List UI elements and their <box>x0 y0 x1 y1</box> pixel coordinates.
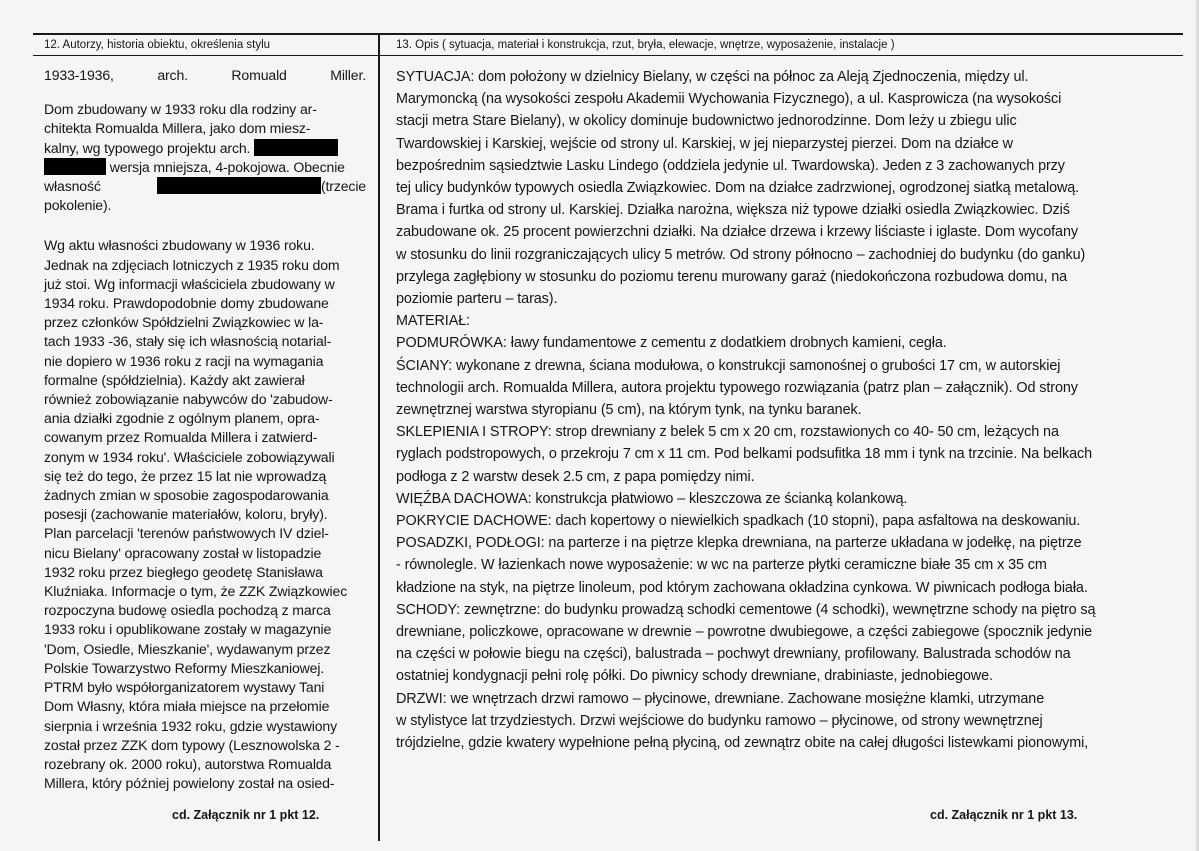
paragraph-2-line: Dom Własny, która miała miejsce na przełomie <box>44 698 330 715</box>
continuation-note-13: cd. Załącznik nr 1 pkt 13. <box>930 808 1078 822</box>
paragraph-2-line: rozebrany ok. 2000 roku), autorstwa Romualda <box>44 755 332 772</box>
description-line: ostatniej kondygnacji pełni rolę półki. Do piwnicy schody drewniane, drabiniaste, jednobiegowe. <box>396 668 993 685</box>
description-line: tej ulicy budynków typowych osiedla Związkowiec. Dom na działce zadrzwionej, ogrodzonej siatką metalową. <box>396 180 1080 197</box>
description-line: podłoga z 2 warstw desek 2.5 cm, z papa pomiędzy nimi. <box>396 468 755 485</box>
paragraph-2-line: cowanym przez Romualda Millera i zatwierd- <box>44 429 318 446</box>
paragraph-2-line: ania działki zgodnie z ogólnym planem, opra- <box>44 410 320 427</box>
paragraph-2-line: zonym w 1934 roku'. Właściciele zobowiązywali <box>44 448 335 465</box>
description-line: drewniane, policzkowe, opracowane w drewnie – powrotne dwubiegowe, a części zabiegowe (spocznik jedynie <box>396 624 1093 641</box>
description-line: POKRYCIE DACHOWE: dach kopertowy o niewielkich spadkach (10 stopni), papa asfaltowa na deskowaniu. <box>396 513 1081 530</box>
description-line: Brama i furtka od strony ul. Karskiej. Działka narożna, większa niż typowe działki osiedla Związkowiec. Dziś <box>396 202 1070 219</box>
description-line: MATERIAŁ: <box>396 313 470 330</box>
dates: 1933-1936, <box>44 67 114 83</box>
column-divider-line <box>378 33 380 841</box>
paragraph-2-line: posesji (zachowanie materiałów, koloru, bryły). <box>44 506 328 523</box>
description-line: na części w połowie biegu na części), balustrada – pochwyt drewniany, profilowany. Balustrada schodów na <box>396 646 1071 663</box>
description-line: Twardowskiej i Karskiej, wejście od strony ul. Karskiej, w jej nieparzystej pierzei. Dom na działce w <box>396 135 1013 152</box>
paragraph-2-line: Polskie Towarzystwo Reformy Mieszkaniowej. <box>44 659 325 676</box>
paragraph-2-line: nicu Bielany' opracowany został w listopadzie <box>44 544 322 561</box>
section-12-heading: 12. Autorzy, historia obiektu, określenia stylu <box>44 39 271 51</box>
arch-abbrev: arch. <box>157 67 188 83</box>
description-line: stacji metra Stare Bielany), w okolicy dominuje budownictwo jednorodzinne. Dom leży u zbiegu ulic <box>396 113 1017 130</box>
paragraph-1-line: Dom zbudowany w 1933 roku dla rodziny ar- <box>44 101 317 118</box>
architect-last-name: Miller. <box>330 67 366 83</box>
paragraph-2-line: Millera, który później powielony został na osied- <box>44 775 335 792</box>
description-line: bezpośrednim sąsiedztwie Lasku Lindego (oddziela jedynie ul. Twardowska). Jeden z 3 zachowanych przy <box>396 157 1065 174</box>
paragraph-2-line: Plan parcelacji 'terenów państwowych IV dziel- <box>44 525 329 542</box>
paragraph-2-line: 1933 roku i opublikowane zostały w magazynie <box>44 621 332 638</box>
redaction-block <box>157 177 321 194</box>
continuation-note-12: cd. Załącznik nr 1 pkt 12. <box>172 808 320 822</box>
paragraph-2-line: Kluźniaka. Informacje o tym, że ZZK Związkowiec <box>44 583 348 600</box>
section-13-heading: 13. Opis ( sytuacja, materiał i konstrukcja, rzut, bryła, elewacje, wnętrze, wyposażenie, instalacje ) <box>396 39 895 51</box>
description-line: PODMURÓWKA: ławy fundamentowe z cementu z dodatkiem drobnych kamieni, cegła. <box>396 335 947 352</box>
description-line: kładzione na styk, na piętrze linoleum, pod którym zachowana okładzina cynkowa. W piwnicach podłoga biała. <box>396 579 1088 596</box>
description-line: zewnętrznej warstwa styropianu (5 cm), na którym tynk, na tynku baranek. <box>396 402 862 419</box>
description-line: DRZWI: we wnętrzach drzwi ramowo – płycinowe, drewniane. Zachowane mosiężne klamki, utrzymane <box>396 690 1045 707</box>
description-line: w stosunku do linii rozgraniczających ulicy 5 metrów. Od strony północno – zachodniej do budynku (do ganku) <box>396 246 1086 263</box>
paragraph-2-line: PTRM było współorganizatorem wystawy Tani <box>44 679 325 696</box>
paragraph-2-line: rozpoczyna budowę osiedla pochodzą z marca <box>44 602 331 619</box>
description-line: - równolegle. W łazienkach nowe wyposażenie: w wc na parterze płytki ceramiczne białe 35 cm x 35 cm <box>396 557 1047 574</box>
description-line: Marymoncką (na wysokości zespołu Akademii Wychowania Fizycznego), a ul. Kasprowicza (na wysokości <box>396 91 1062 108</box>
paragraph-2-line: przez członków Spółdzielni Związkowiec w la- <box>44 314 324 331</box>
description-line: zabudowane ok. 25 procent powierzchni działki. Na działce drzewa i krzewy liściaste i iglaste. Dom wycofany <box>396 224 1078 241</box>
description-line: POSADZKI, PODŁOGI: na parterze i na piętrze klepka drewniana, na parterze układana w jodełkę, na piętrze <box>396 535 1082 552</box>
description-line: SCHODY: zewnętrzne: do budynku prowadzą schodki cementowe (4 schodki), wewnętrzne schody na piętro są <box>396 601 1096 618</box>
description-line: SYTUACJA: dom położony w dzielnicy Bielany, w części na północ za Aleją Zjednoczenia, między ul. <box>396 69 1029 85</box>
redaction-block <box>44 158 106 175</box>
description-line: SKLEPIENIA I STROPY: strop drewniany z belek 5 cm x 20 cm, rozstawionych co 40- 50 cm, leżących na <box>396 424 1059 441</box>
description-line: przylega zagłębiony w stosunku do poziomu terenu murowany garaż (niedokończona rozbudowa domu, na <box>396 268 1068 285</box>
description-line: technologii arch. Romualda Millera, autora projektu typowego rozwiązania (patrz plan – załącznik). Od strony <box>396 379 1078 396</box>
description-line: ryglach podstropowych, o przekroju 7 cm x 11 cm. Pod belkami podsufitka 18 mm i tynk na trzcinie. Na belkach <box>396 446 1092 463</box>
description-line: poziomie parteru – taras). <box>396 291 558 308</box>
paragraph-2-line: Wg aktu własności zbudowany w 1936 roku. <box>44 237 315 254</box>
architect-first-name: Romuald <box>231 67 287 83</box>
section-12-text <box>44 66 366 793</box>
description-line: ŚCIANY: wykonane z drewna, ściana modułowa, o konstrukcji samonośnej o grubości 17 cm, w autorskiej <box>396 357 1061 374</box>
paragraph-2-line: już stoi. Wg informacji właściciela zbudowany w <box>44 275 335 292</box>
top-border-line <box>33 33 1183 35</box>
description-line: w stylistyce lat trzydziestych. Drzwi wejściowe do budynku ramowo – płycinowe, od strony wewnętrznej <box>396 712 1043 729</box>
paragraph-2-line: sierpnia i września 1932 roku, gdzie wystawiony <box>44 717 337 734</box>
paragraph-2-line: Jednak na zdjęciach lotniczych z 1935 roku dom <box>44 256 340 273</box>
paragraph-1-line: własność (trzecie pokolenie). <box>44 178 366 214</box>
paragraph-2-line: żadnych zmian w sposobie zagospodarowania <box>44 487 329 504</box>
dates-author-line <box>44 66 366 85</box>
description-line: WIĘŹBA DACHOWA: konstrukcja płatwiowo – kleszczowa ze ścianką kolankową. <box>396 490 908 507</box>
section-13-text <box>396 66 1156 754</box>
paragraph-2-line: również zobowiązanie nabywców do 'zabudow- <box>44 391 333 408</box>
redaction-block <box>254 139 338 156</box>
paragraph-1-line: wersja mniejsza, 4-pokojowa. Obecnie <box>44 158 366 177</box>
paragraph-2-line: formalne (spółdzielnia). Każdy akt zawierał <box>44 371 305 388</box>
paragraph-2 <box>44 236 366 793</box>
paragraph-2-line: 'Dom, Osiedle, Mieszkanie', wydawanym przez <box>44 640 331 657</box>
header-divider-line <box>33 55 1183 56</box>
paragraph-2-line: został przez ZZK dom typowy (Lesznowolska 2 - <box>44 736 340 753</box>
paragraph-2-line: 1932 roku przez biegłego geodetę Stanisława <box>44 563 323 580</box>
paragraph-1-line: chitekta Romualda Millera, jako dom miesz- <box>44 120 311 137</box>
paragraph-2-line: nie dopiero w 1936 roku z racji na wymagania <box>44 352 324 369</box>
paragraph-2-line: tach 1933 -36, stały się ich własnością notarial- <box>44 333 332 350</box>
description-line: trójdzielne, gdzie kwatery wypełnione pełną płyciną, od zewnątrz obite na całej długości listewkami pionowymi, <box>396 735 1089 752</box>
paragraph-2-line: się też do tego, że przez 15 lat nie wprowadzą <box>44 467 327 484</box>
paragraph-2-line: 1934 roku. Prawdopodobnie domy zbudowane <box>44 295 329 312</box>
paragraph-1-line: kalny, wg typowego projektu arch. <box>44 139 366 158</box>
